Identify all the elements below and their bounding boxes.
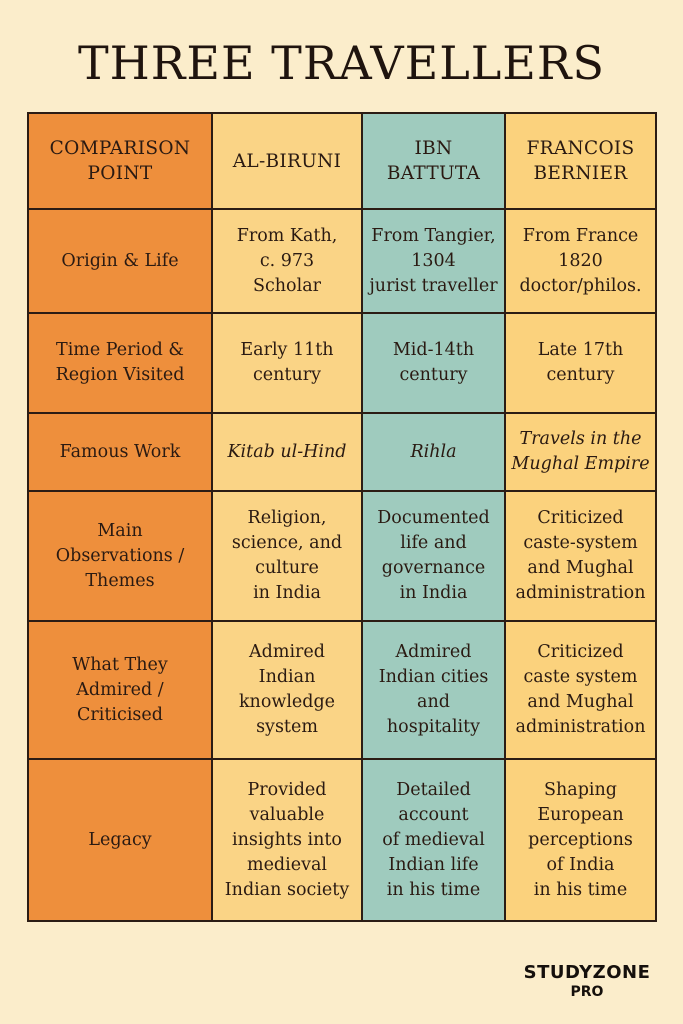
cell-ibn-battuta: Admired Indian cities and hospitality <box>362 621 505 759</box>
header-comparison-point: COMPARISON POINT <box>28 113 212 209</box>
brand-suffix: PRO <box>570 984 604 1000</box>
header-al-biruni: AL-BIRUNI <box>212 113 362 209</box>
brand-name: STUDYZONE <box>523 962 651 983</box>
brand-logo <box>520 962 654 1000</box>
table-row <box>28 759 656 921</box>
cell-francois-bernier: Shaping European perceptions of India in his time <box>505 759 656 921</box>
table-row <box>28 209 656 313</box>
table-row <box>28 313 656 413</box>
cell-ibn-battuta: Documented life and governance in India <box>362 491 505 621</box>
cell-al-biruni: Religion, science, and culture in India <box>212 491 362 621</box>
page-title: THREE TRAVELLERS <box>77 36 606 90</box>
cell-francois-bernier: Criticized caste-system and Mughal administration <box>505 491 656 621</box>
row-label: Origin & Life <box>28 209 212 313</box>
cell-ibn-battuta: Rihla <box>362 413 505 491</box>
cell-al-biruni: Early 11th century <box>212 313 362 413</box>
cell-ibn-battuta: From Tangier, 1304 jurist traveller <box>362 209 505 313</box>
cell-al-biruni: From Kath, c. 973 Scholar <box>212 209 362 313</box>
table-row <box>28 621 656 759</box>
cell-al-biruni: Admired Indian knowledge system <box>212 621 362 759</box>
cell-francois-bernier: Late 17th century <box>505 313 656 413</box>
table-row <box>28 413 656 491</box>
cell-francois-bernier: From France 1820 doctor/philos. <box>505 209 656 313</box>
cell-al-biruni: Kitab ul-Hind <box>212 413 362 491</box>
cell-francois-bernier: Criticized caste system and Mughal administration <box>505 621 656 759</box>
row-label: Main Observations / Themes <box>28 491 212 621</box>
comparison-table <box>27 112 657 922</box>
header-francois-bernier: FRANCOIS BERNIER <box>505 113 656 209</box>
row-label: What They Admired / Criticised <box>28 621 212 759</box>
table-row <box>28 491 656 621</box>
row-label: Famous Work <box>28 413 212 491</box>
table-header-row <box>28 113 656 209</box>
cell-francois-bernier: Travels in the Mughal Empire <box>505 413 656 491</box>
row-label: Legacy <box>28 759 212 921</box>
cell-al-biruni: Provided valuable insights into medieval Indian society <box>212 759 362 921</box>
header-ibn-battuta: IBN BATTUTA <box>362 113 505 209</box>
cell-ibn-battuta: Mid-14th century <box>362 313 505 413</box>
row-label: Time Period & Region Visited <box>28 313 212 413</box>
cell-ibn-battuta: Detailed account of medieval Indian life in his time <box>362 759 505 921</box>
